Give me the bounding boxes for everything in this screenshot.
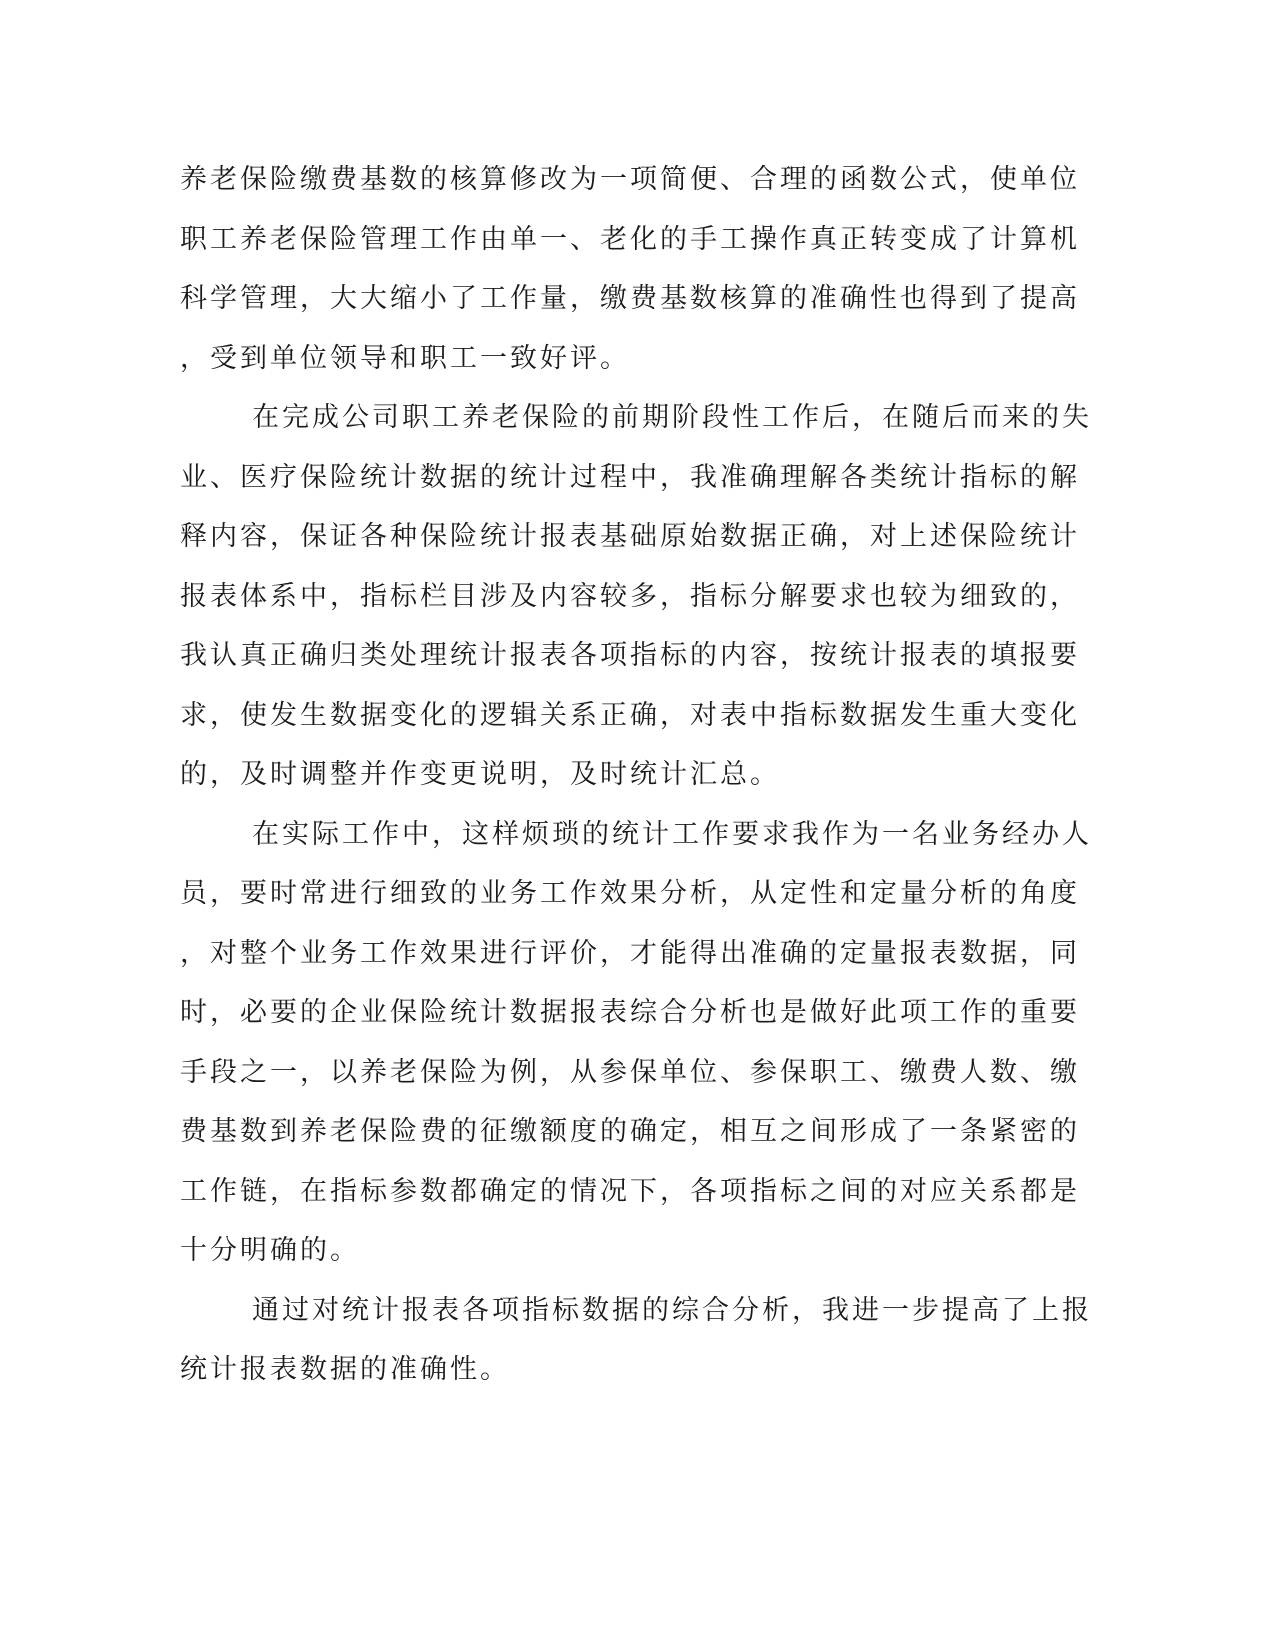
text-line: 的，及时调整并作变更说明，及时统计汇总。: [180, 759, 780, 790]
text-line: 时，必要的企业保险统计数据报表综合分析也是做好此项工作的重要: [180, 997, 1080, 1028]
text-line: 职工养老保险管理工作由单一、老化的手工操作真正转变成了计算机: [180, 223, 1080, 255]
text-line: 业、医疗保险统计数据的统计过程中，我准确理解各类统计指标的解: [180, 461, 1080, 493]
paragraph-start-line: 通过对统计报表各项指标数据的综合分析，我进一步提高了上报: [252, 1294, 1092, 1326]
paragraph-start-line: 在实际工作中，这样烦琐的统计工作要求我作为一名业务经办人: [252, 818, 1092, 850]
text-line: 释内容，保证各种保险统计报表基础原始数据正确，对上述保险统计: [180, 521, 1080, 552]
text-line: 手段之一，以养老保险为例，从参保单位、参保职工、缴费人数、缴: [180, 1056, 1080, 1088]
text-line: ，受到单位领导和职工一致好评。: [180, 342, 630, 374]
text-line: 工作链，在指标参数都确定的情况下，各项指标之间的对应关系都是: [180, 1175, 1080, 1207]
body-text: [180, 150, 1092, 1400]
text-line: ，对整个业务工作效果进行评价，才能得出准确的定量报表数据，同: [180, 937, 1080, 969]
text-line: 统计报表数据的准确性。: [180, 1354, 510, 1385]
text-line: 养老保险缴费基数的核算修改为一项简便、合理的函数公式，使单位: [180, 164, 1080, 195]
text-line: 科学管理，大大缩小了工作量，缴费基数核算的准确性也得到了提高: [180, 283, 1080, 314]
text-line: 费基数到养老保险费的征缴额度的确定，相互之间形成了一条紧密的: [180, 1116, 1080, 1147]
text-line: 求，使发生数据变化的逻辑关系正确，对表中指标数据发生重大变化: [180, 699, 1080, 731]
text-line: 报表体系中，指标栏目涉及内容较多，指标分解要求也较为细致的，: [180, 580, 1080, 612]
text-line: 十分明确的。: [180, 1235, 360, 1266]
text-line: 我认真正确归类处理统计报表各项指标的内容，按统计报表的填报要: [180, 640, 1080, 671]
paragraph-start-line: 在完成公司职工养老保险的前期阶段性工作后，在随后而来的失: [252, 402, 1092, 433]
text-line: 员，要时常进行细致的业务工作效果分析，从定性和定量分析的角度: [180, 878, 1080, 909]
